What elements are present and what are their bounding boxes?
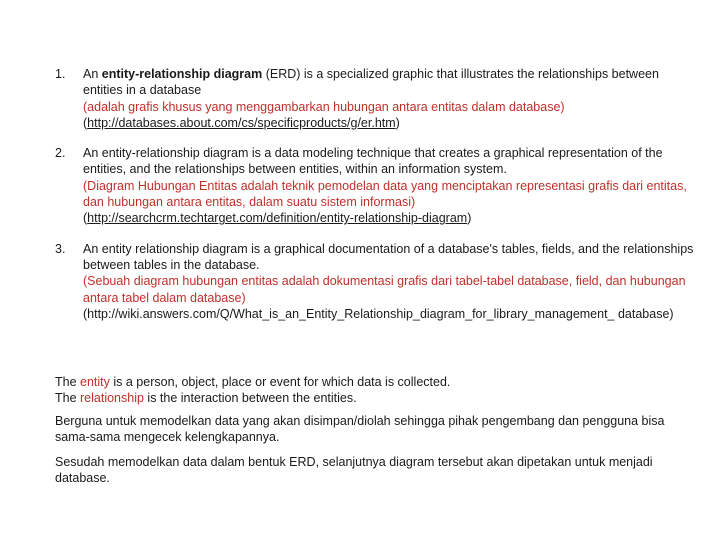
text-segment: The	[55, 375, 81, 389]
text-segment: )	[395, 115, 400, 130]
item-number: 1.	[55, 67, 66, 81]
text-segment: The	[55, 391, 81, 406]
item-body	[83, 145, 695, 226]
text-segment: An	[83, 67, 102, 81]
item-translation: (adalah grafis khusus yang menggambarkan hubungan antara entitas dalam database)	[83, 99, 565, 114]
entity-definition	[55, 374, 695, 390]
text-segment: (ERD) is a specialized graphic that illustrates the relationships between entities in a database	[83, 67, 659, 98]
text-segment: (	[83, 115, 88, 130]
mapping-paragraph: Sesudah memodelkan data dalam bentuk ERD, selanjutnya diagram tersebut akan dipetakan untuk menjadi database.	[55, 455, 653, 486]
source-link[interactable]: http://databases.about.com/cs/specificproducts/g/er.htm	[87, 115, 396, 130]
item-translation: (Diagram Hubungan Entitas adalah teknik pemodelan data yang menciptakan representasi grafis dari entitas, dan hubungan antara entitas, dalam suatu sistem informasi)	[83, 178, 687, 210]
item-number: 3.	[55, 241, 66, 256]
item-english-text: An entity relationship diagram is a graphical documentation of a database's tables, fields, and the relationships between tables in the database.	[83, 241, 694, 272]
source-link[interactable]: http://searchcrm.techtarget.com/definition/entity-relationship-diagram	[87, 211, 468, 226]
text-segment: is a person, object, place or event for which data is collected.	[109, 375, 451, 389]
text-segment: (	[83, 211, 88, 226]
item-source: (http://wiki.answers.com/Q/What_is_an_Entity_Relationship_diagram_for_library_management_ database)	[83, 306, 674, 321]
text-segment: is the interaction between the entities.	[143, 391, 357, 406]
item-translation: (Sebuah diagram hubungan entitas adalah dokumentasi grafis dari tabel-tabel database, field, dan hubungan antara tabel dalam database)	[83, 274, 686, 305]
list-item	[55, 241, 695, 322]
item-source	[83, 115, 695, 131]
erd-term: entity-relationship diagram	[101, 67, 263, 81]
list-item	[55, 66, 695, 131]
purpose-paragraph: Berguna untuk memodelkan data yang akan disimpan/diolah sehingga pihak pengembang dan pengguna bisa sama-sama mengecek kelengkapannya.	[55, 414, 665, 445]
entity-keyword: entity	[80, 375, 110, 389]
relationship-definition	[55, 390, 695, 406]
item-source	[83, 210, 695, 226]
item-number: 2.	[55, 146, 66, 161]
item-body	[83, 241, 695, 322]
definitions-paragraph	[55, 374, 695, 407]
item-english-text: An entity-relationship diagram is a data modeling technique that creates a graphical representation of the entities, and the relationships between entities, within an information system.	[83, 146, 663, 177]
item-body	[83, 66, 695, 131]
definition-list	[55, 66, 695, 336]
item-english-text	[83, 66, 695, 99]
text-segment: )	[467, 211, 472, 226]
relationship-keyword: relationship	[80, 391, 144, 406]
list-item	[55, 145, 695, 226]
